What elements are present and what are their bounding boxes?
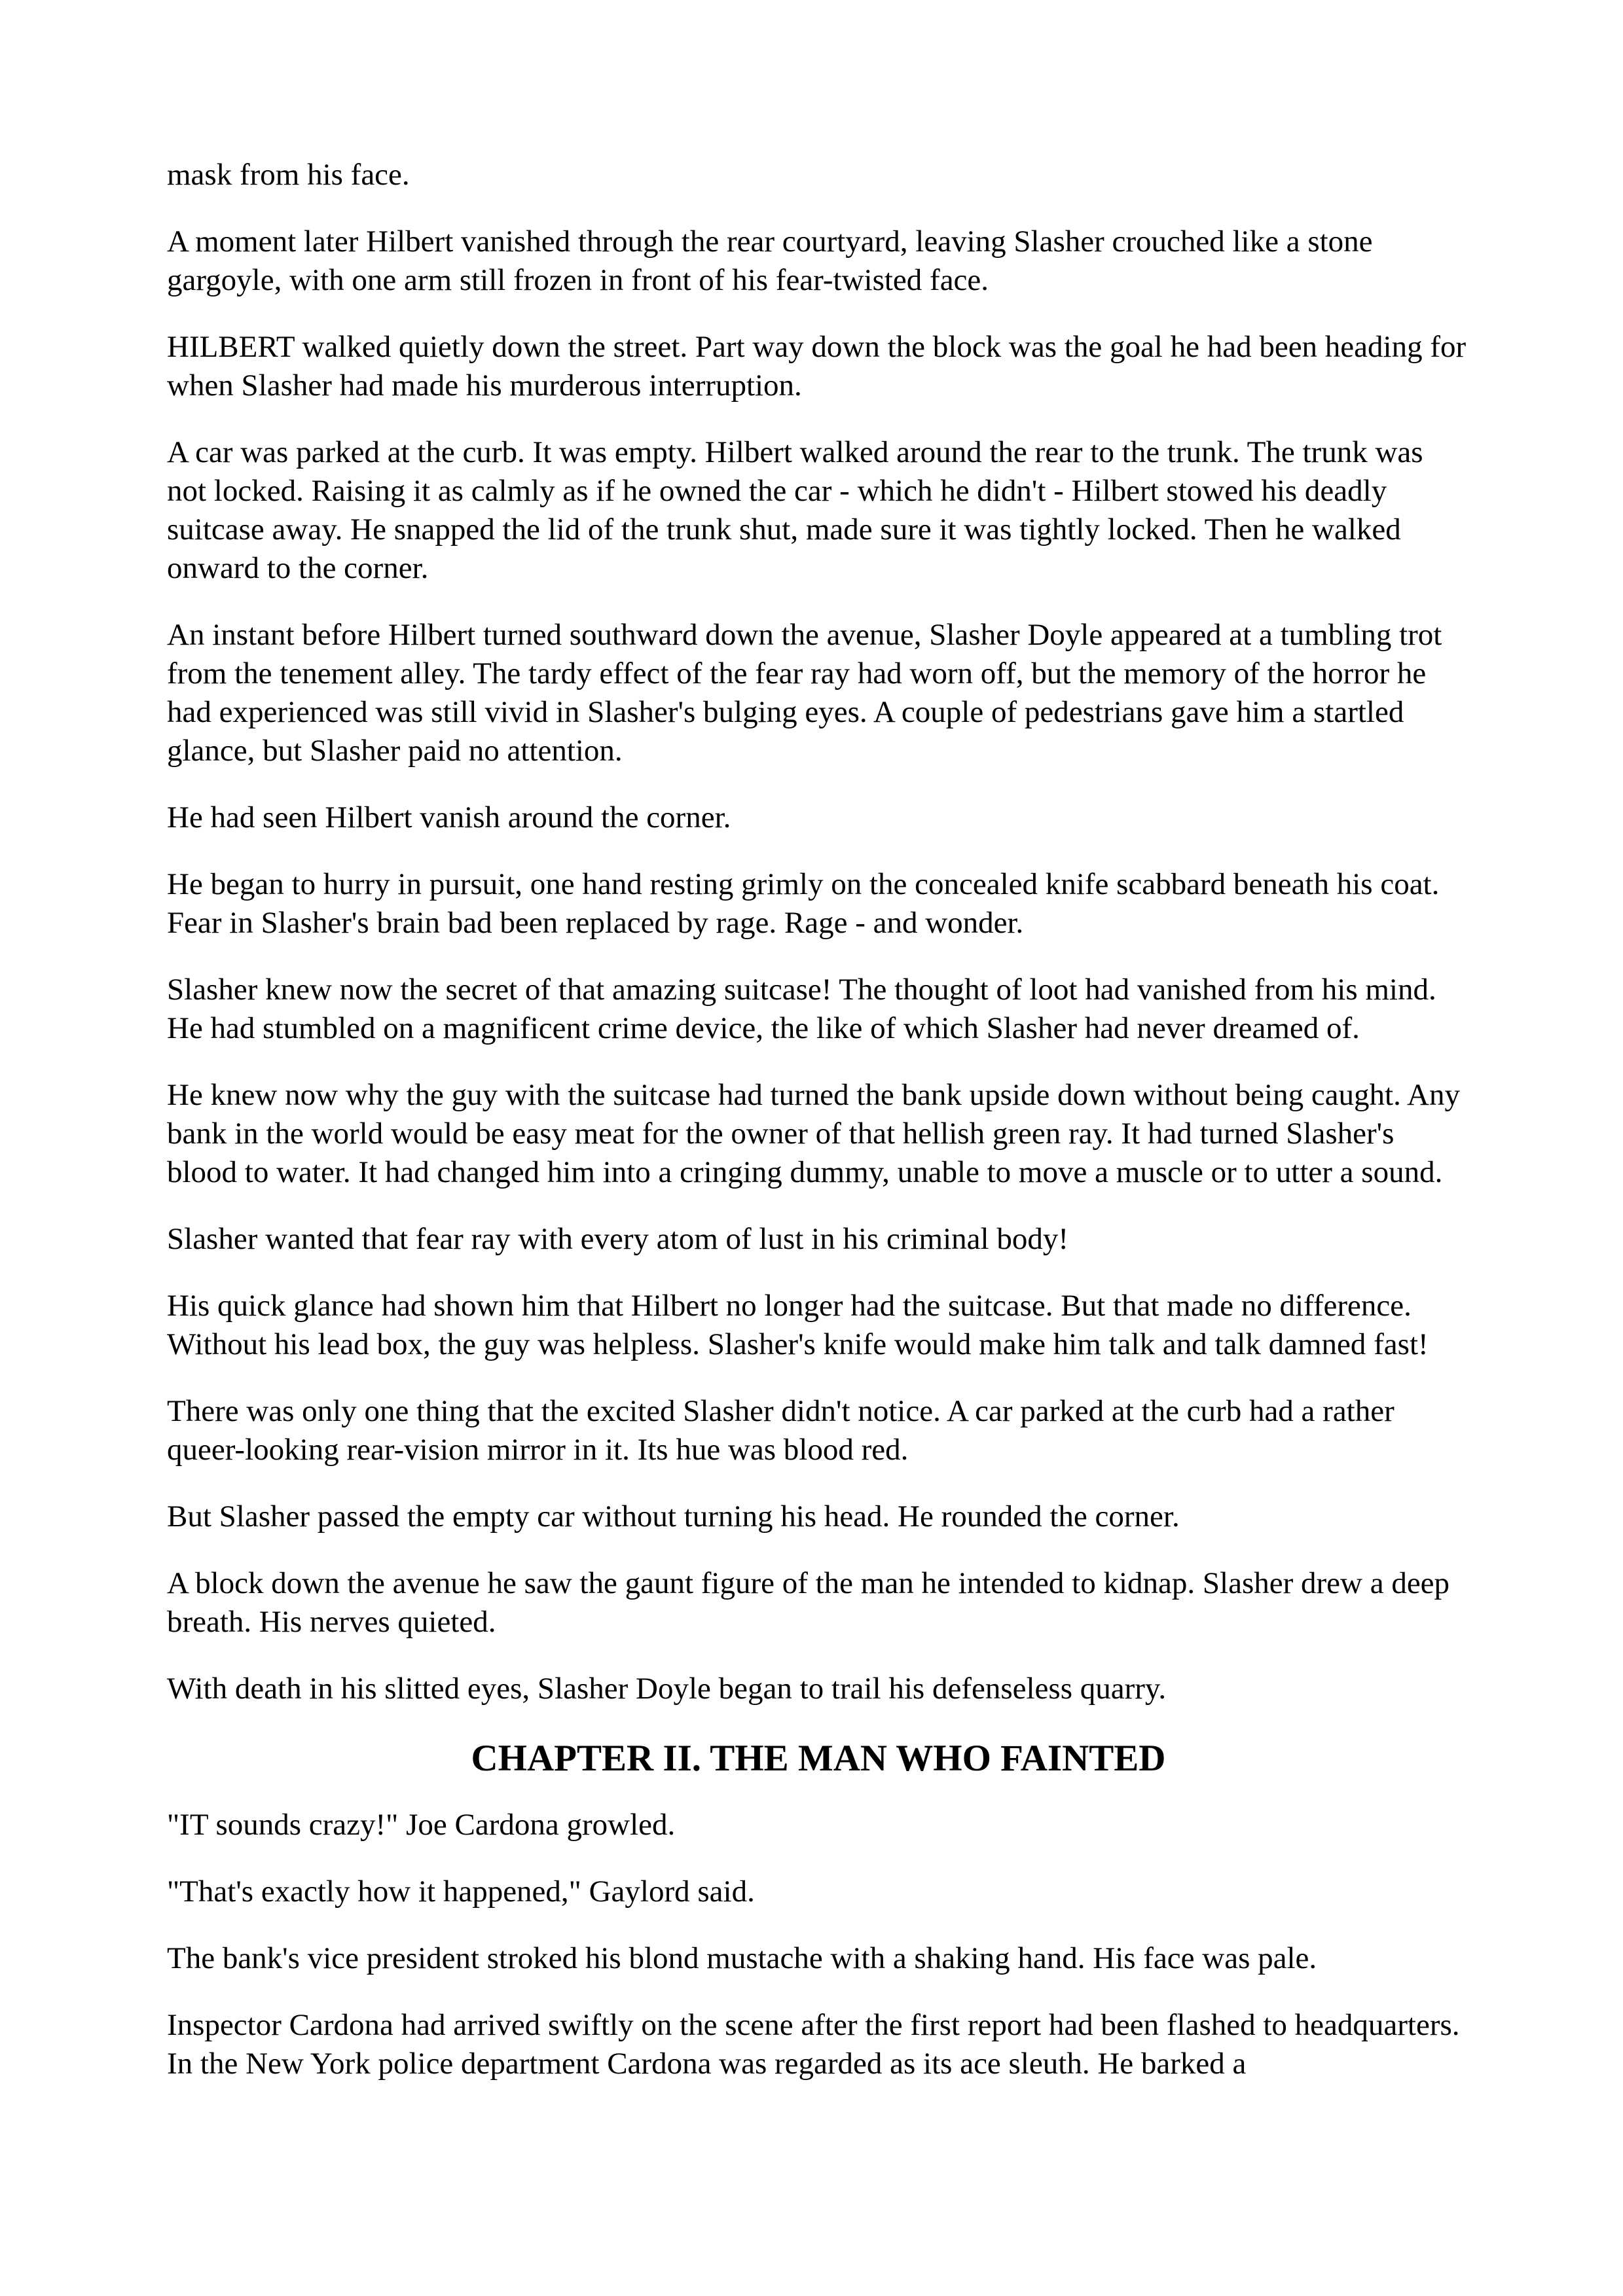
paragraph: mask from his face. <box>167 158 410 192</box>
paragraph: "That's exactly how it happened," Gaylord said. <box>167 1874 755 1909</box>
paragraph: Slasher wanted that fear ray with every atom of lust in his criminal body! <box>167 1222 1068 1256</box>
paragraph: A car was parked at the curb. It was empty. Hilbert walked around the rear to the trunk. The trunk was not locked. Raising it as calmly as if he owned the car - which he didn't - Hilbert stowed his deadly suitcase away. He snapped the lid of the trunk shut, made sure it was tightly locked. Then he walked onward to the corner. <box>167 435 1423 585</box>
paragraph: An instant before Hilbert turned southward down the avenue, Slasher Doyle appeared at a tumbling trot from the tenement alley. The tardy effect of the fear ray had worn off, but the memory of the horror he had experienced was still vivid in Slasher's bulging eyes. A couple of pedestrians gave him a startled glance, but Slasher paid no attention. <box>167 618 1442 768</box>
paragraph: He knew now why the guy with the suitcase had turned the bank upside down without being caught. Any bank in the world would be easy meat for the owner of that hellish green ray. It had turned Slasher's blood to water. It had changed him into a cringing dummy, unable to move a muscle or to utter a sound. <box>167 1078 1460 1189</box>
paragraph: He began to hurry in pursuit, one hand resting grimly on the concealed knife scabbard beneath his coat. Fear in Slasher's brain bad been replaced by rage. Rage - and wonder. <box>167 867 1440 940</box>
paragraph: Inspector Cardona had arrived swiftly on the scene after the first report had been flashed to headquarters. In the New York police department Cardona was regarded as its ace sleuth. He barked a <box>167 2008 1460 2081</box>
paragraph: With death in his slitted eyes, Slasher Doyle began to trail his defenseless quarry. <box>167 1672 1167 1706</box>
paragraph: Slasher knew now the secret of that amazing suitcase! The thought of loot had vanished from his mind. He had stumbled on a magnificent crime device, the like of which Slasher had never dreamed of. <box>167 973 1436 1045</box>
paragraph: There was only one thing that the excited Slasher didn't notice. A car parked at the curb had a rather queer-looking rear-vision mirror in it. Its hue was blood red. <box>167 1394 1395 1467</box>
paragraph: A block down the avenue he saw the gaunt figure of the man he intended to kidnap. Slasher drew a deep breath. His nerves quieted. <box>167 1566 1450 1639</box>
paragraph: His quick glance had shown him that Hilbert no longer had the suitcase. But that made no difference. Without his lead box, the guy was helpless. Slasher's knife would make him talk and talk damned fast! <box>167 1289 1429 1361</box>
paragraph: "IT sounds crazy!" Joe Cardona growled. <box>167 1808 676 1842</box>
paragraph: But Slasher passed the empty car without turning his head. He rounded the corner. <box>167 1499 1180 1534</box>
chapter-heading: CHAPTER II. THE MAN WHO FAINTED <box>471 1738 1166 1779</box>
paragraph: HILBERT walked quietly down the street. Part way down the block was the goal he had been heading for when Slasher had made his murderous interruption. <box>167 330 1467 403</box>
paragraph: The bank's vice president stroked his blond mustache with a shaking hand. His face was pale. <box>167 1941 1317 1975</box>
document-body <box>167 156 1470 2111</box>
paragraph: A moment later Hilbert vanished through the rear courtyard, leaving Slasher crouched like a stone gargoyle, with one arm still frozen in front of his fear-twisted face. <box>167 224 1373 297</box>
paragraph: He had seen Hilbert vanish around the corner. <box>167 800 731 834</box>
